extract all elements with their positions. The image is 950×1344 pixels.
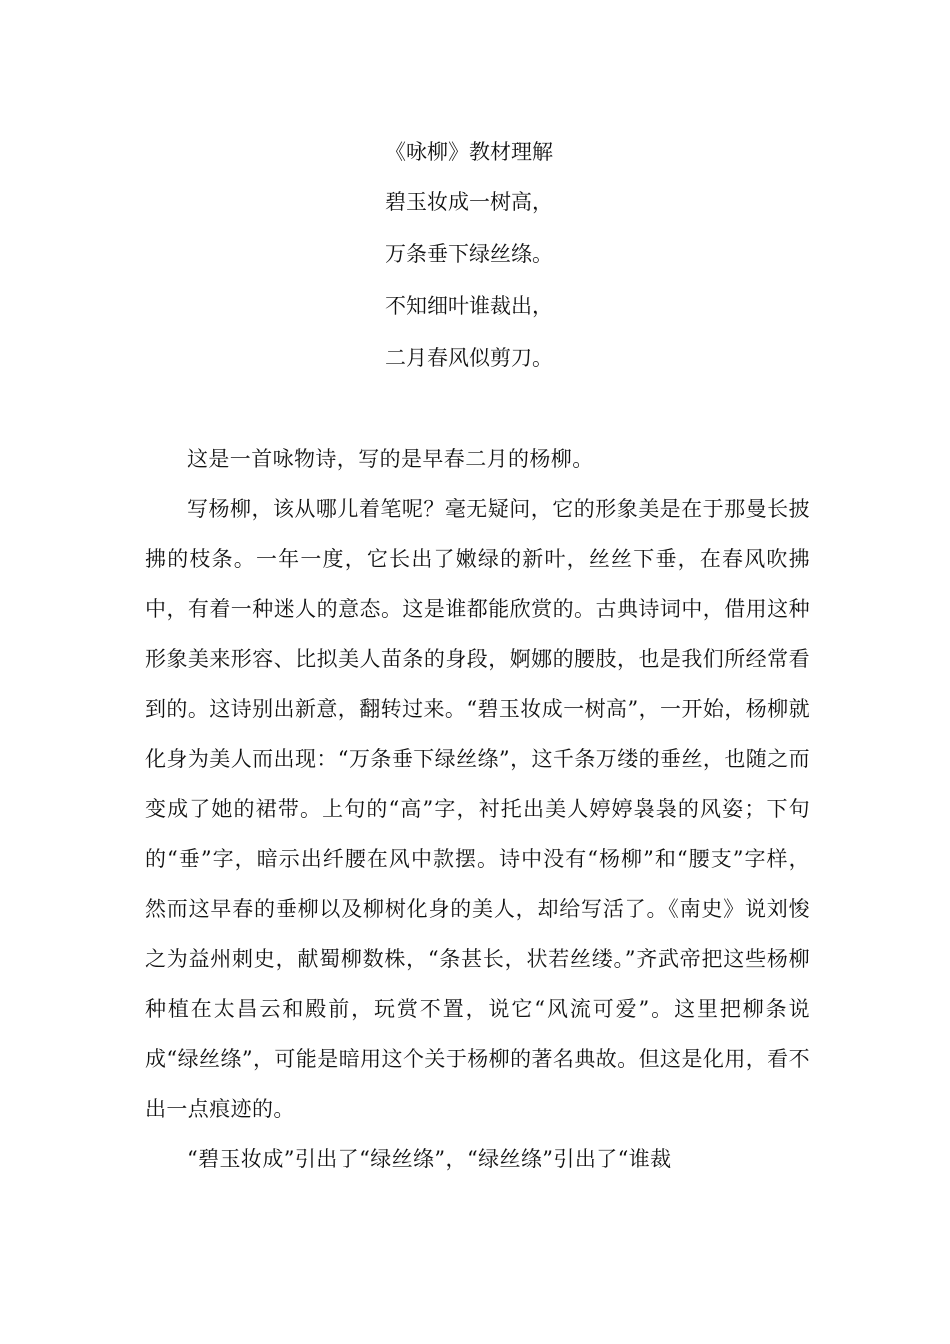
poem-line-2: 万条垂下绿丝绦。 [385, 242, 553, 266]
poem-line-4: 二月春风似剪刀。 [385, 346, 553, 370]
body-text [145, 434, 810, 1184]
poem [385, 188, 553, 396]
document-title: 《咏柳》教材理解 [385, 140, 553, 164]
paragraph-continuation: “碧玉妆成”引出了“绿丝绦”，“绿丝绦”引出了“谁裁 [187, 1147, 672, 1171]
poem-line-3: 不知细叶谁裁出， [385, 294, 553, 318]
paragraph-intro: 这是一首咏物诗，写的是早春二月的杨柳。 [187, 447, 594, 471]
paragraph-analysis: 写杨柳，该从哪儿着笔呢？毫无疑问，它的形象美是在于那曼长披拂的枝条。一年一度，它长出了嫩绿的新叶，丝丝下垂，在春风吹拂中，有着一种迷人的意态。这是谁都能欣赏的。古典诗词中，借用这种形象美来形容、比拟美人苗条的身段，婀娜的腰肢，也是我们所经常看到的。这诗别出新意，翻转过来。“碧玉妆成一树高”，一开始，杨柳就化身为美人而出现：“万条垂下绿丝绦”，这千条万缕的垂丝，也随之而变成了她的裙带。上句的“高”字，衬托出美人婷婷袅袅的风姿；下句的“垂”字，暗示出纤腰在风中款摆。诗中没有“杨柳”和“腰支”字样，然而这早春的垂柳以及柳树化身的美人，却给写活了。《南史》说刘悛之为益州刺史，献蜀柳数株，“条甚长，状若丝缕。”齐武帝把这些杨柳种植在太昌云和殿前，玩赏不置，说它“风流可爱”。这里把柳条说成“绿丝绦”，可能是暗用这个关于杨柳的著名典故。但这是化用，看不出一点痕迹的。 [145, 497, 810, 1121]
poem-line-1: 碧玉妆成一树高， [385, 190, 553, 214]
